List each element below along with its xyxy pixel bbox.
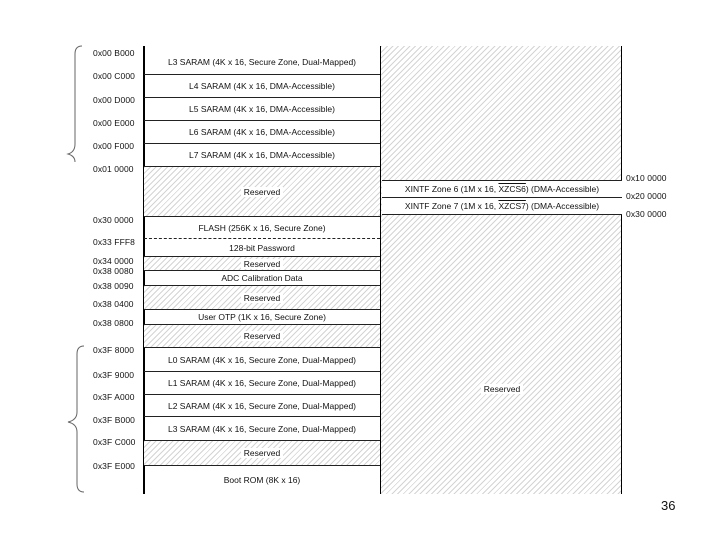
memory-block-label: 128-bit Password [229, 242, 295, 253]
memory-block-label: Reserved [241, 293, 283, 303]
address-label: 0x3F E000 [93, 461, 136, 471]
address-label: 0x30 0000 [93, 215, 134, 225]
xintf-text: XINTF Zone 7 (1M x 16, [404, 201, 499, 211]
address-label: 0x3F A000 [93, 392, 135, 402]
memory-block-label: L0 SARAM (4K x 16, Secure Zone, Dual-Mapped) [167, 354, 357, 365]
memory-block-reserved [144, 324, 380, 347]
memory-block-flash [144, 216, 380, 238]
right-reserved-label: Reserved [481, 384, 523, 394]
xintf-signal: XZCS6 [498, 184, 526, 194]
memory-block-label: L3 SARAM (4K x 16, Secure Zone, Dual-Mapped) [167, 57, 357, 67]
memory-block-label: L7 SARAM (4K x 16, DMA-Accessible) [189, 150, 335, 160]
memory-block-label: L1 SARAM (4K x 16, Secure Zone, Dual-Mapped) [167, 378, 357, 388]
xintf-text: XINTF Zone 6 (1M x 16, [404, 184, 499, 194]
xintf-text: ) (DMA-Accessible) [525, 201, 600, 211]
memory-block-reserved [144, 285, 380, 309]
memory-block-label: ADC Calibration Data [221, 273, 303, 283]
memory-block-reserved [144, 440, 380, 465]
address-label: 0x00 C000 [93, 71, 136, 81]
right-reserved-block [382, 384, 622, 394]
address-label: 0x10 0000 [626, 173, 667, 183]
memory-block-password [144, 238, 380, 256]
memory-block-l0-saram [144, 347, 380, 371]
memory-block-l1-saram [144, 371, 380, 394]
memory-block-l3-saram [144, 416, 380, 440]
address-label: 0x38 0080 [93, 266, 134, 276]
memory-block-l4-saram [144, 74, 380, 97]
address-label: 0x00 E000 [93, 118, 135, 128]
memory-block-label: Reserved [241, 187, 283, 197]
address-label: 0x38 0090 [93, 281, 134, 291]
memory-block-label: Reserved [241, 448, 283, 458]
memory-block-label: User OTP (1K x 16, Secure Zone) [198, 312, 326, 322]
address-label: 0x00 B000 [93, 48, 135, 58]
xintf-zone6-label [405, 184, 599, 194]
xintf-text: ) (DMA-Accessible) [525, 184, 600, 194]
address-label: 0x00 D000 [93, 95, 136, 105]
memory-block-label: L3 SARAM (4K x 16, Secure Zone, Dual-Mapped) [167, 423, 357, 434]
memory-block-label: L2 SARAM (4K x 16, Secure Zone, Dual-Mapped) [167, 400, 357, 411]
address-label: 0x3F C000 [93, 437, 136, 447]
memory-block-reserved [144, 166, 380, 216]
memory-block-label: Reserved [241, 259, 283, 269]
memory-block-l6-saram [144, 120, 380, 143]
memory-block-l2-saram [144, 394, 380, 416]
address-label: 0x38 0400 [93, 299, 134, 309]
lower-brace [60, 344, 90, 494]
address-label: 0x3F B000 [93, 415, 136, 425]
memory-block-user-otp [144, 309, 380, 324]
address-label: 0x30 0000 [626, 209, 667, 219]
memory-block-label: L6 SARAM (4K x 16, DMA-Accessible) [189, 127, 335, 137]
page-number: 36 [661, 498, 676, 513]
address-label: 0x01 0000 [93, 164, 134, 174]
right-memory-column [381, 46, 622, 494]
address-label: 0x20 0000 [626, 191, 667, 201]
address-label: 0x33 FFF8 [93, 237, 135, 247]
memory-block-boot-rom [144, 465, 380, 494]
memory-block-reserved [144, 256, 380, 270]
memory-block-label: FLASH (256K x 16, Secure Zone) [198, 222, 326, 233]
memory-block-label: Reserved [241, 331, 283, 341]
memory-block-xintf-zone7 [382, 197, 622, 215]
memory-block-l5-saram [144, 97, 380, 120]
memory-block-label: Boot ROM (8K x 16) [223, 475, 301, 485]
address-label: 0x3F 8000 [93, 345, 135, 355]
address-label: 0x34 0000 [93, 256, 134, 266]
memory-block-label: L4 SARAM (4K x 16, DMA-Accessible) [189, 81, 335, 91]
memory-block-l3-saram-top [144, 50, 380, 74]
address-label: 0x38 0800 [93, 318, 134, 328]
address-label: 0x00 F000 [93, 141, 135, 151]
memory-block-xintf-zone6 [382, 180, 622, 198]
upper-brace [60, 44, 90, 164]
memory-block-adc-calibration [144, 270, 380, 285]
memory-block-l7-saram [144, 143, 380, 166]
xintf-zone7-label [405, 201, 599, 211]
xintf-signal: XZCS7 [498, 201, 526, 211]
memory-block-label: L5 SARAM (4K x 16, DMA-Accessible) [189, 104, 335, 114]
address-label: 0x3F 9000 [93, 370, 135, 380]
